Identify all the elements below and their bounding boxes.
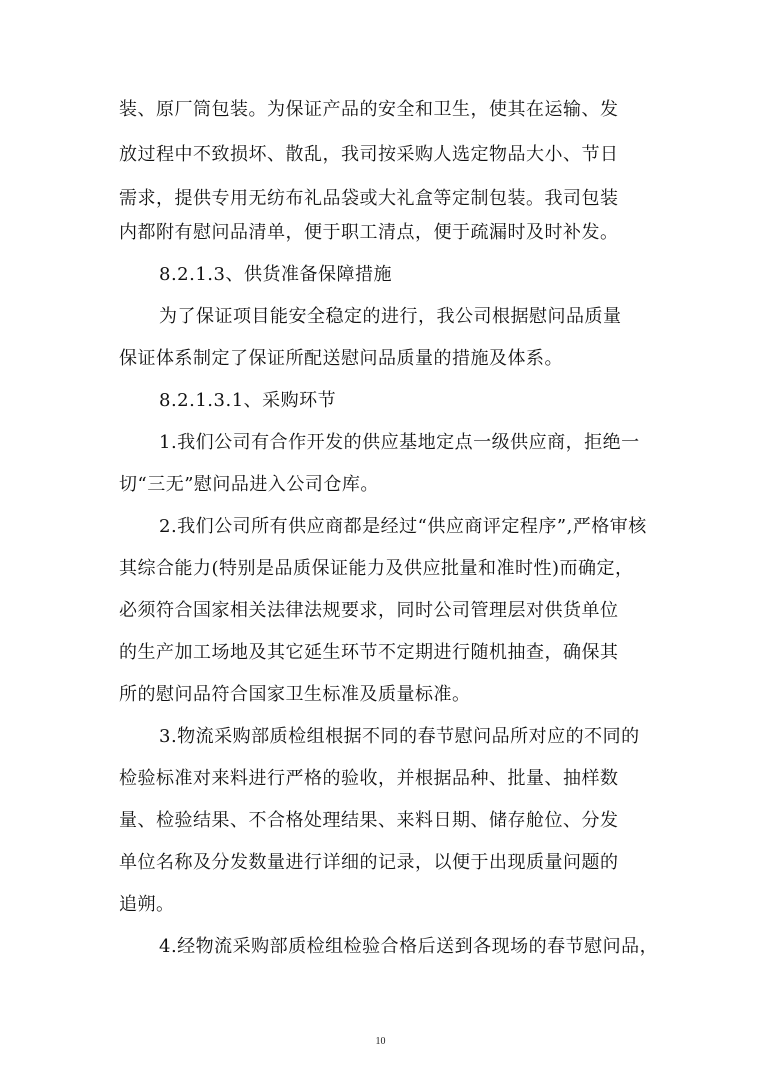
text-line: 切“三无”慰问品进入公司仓库。: [119, 474, 379, 495]
text-line: 所的慰问品符合国家卫生标准及质量标准。: [119, 684, 471, 705]
text-line: 内都附有慰问品清单，便于职工清点，便于疏漏时及时补发。: [119, 222, 619, 243]
text-line: 单位名称及分发数量进行详细的记录，以便于出现质量问题的: [119, 852, 619, 873]
subsection-heading: 8.2.1.3.1、采购环节: [159, 390, 337, 411]
text-line: 量、检验结果、不合格处理结果、来料日期、储存舱位、分发: [119, 810, 619, 831]
text-line: 放过程中不致损坏、散乱，我司按采购人选定物品大小、节日: [119, 144, 619, 165]
text-line: 的生产加工场地及其它延生环节不定期进行随机抽查，确保其: [119, 642, 619, 663]
section-heading: 8.2.1.3、供货准备保障措施: [159, 264, 392, 285]
text-line: 检验标准对来料进行严格的验收，并根据品种、批量、抽样数: [119, 768, 619, 789]
text-line: 需求，提供专用无纺布礼品袋或大礼盒等定制包装。我司包装: [119, 188, 619, 209]
text-line: 保证体系制定了保证所配送慰问品质量的措施及体系。: [119, 348, 563, 369]
text-line: 必须符合国家相关法律法规要求，同时公司管理层对供货单位: [119, 600, 619, 621]
page-number: 10: [375, 1036, 386, 1047]
text-line: 装、原厂筒包装。为保证产品的安全和卫生，使其在运输、发: [119, 99, 619, 120]
paragraph-first-line: 1.我们公司有合作开发的供应基地定点一级供应商，拒绝一: [159, 432, 640, 453]
text-line: 其综合能力(特别是品质保证能力及供应批量和准时性)而确定，: [119, 558, 634, 579]
paragraph-first-line: 4.经物流采购部质检组检验合格后送到各现场的春节慰问品，: [159, 936, 659, 957]
text-line: 追朔。: [119, 894, 175, 915]
paragraph-first-line: 2.我们公司所有供应商都是经过“供应商评定程序”,严格审核: [159, 516, 647, 537]
paragraph-first-line: 3.物流采购部质检组根据不同的春节慰问品所对应的不同的: [159, 726, 640, 747]
paragraph-first-line: 为了保证项目能安全稳定的进行，我公司根据慰问品质量: [159, 306, 622, 327]
